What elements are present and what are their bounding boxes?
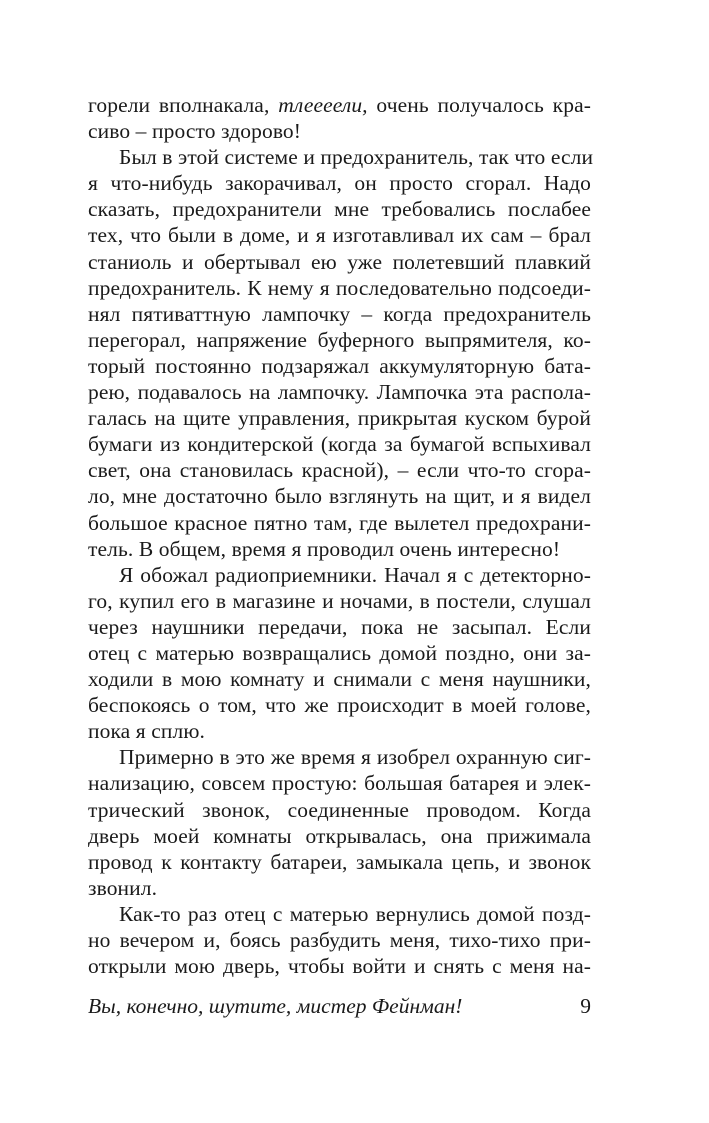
- text-line: Примерно в это же время я изобрел охранную сиг-: [119, 745, 591, 770]
- text-line: через наушники передачи, пока не засыпал. Если: [88, 614, 591, 639]
- text-line: но вечером и, боясь разбудить меня, тихо-тихо при-: [88, 928, 591, 952]
- text-run: очень получалось кра-: [367, 93, 591, 117]
- text-line: рею, подавалось на лампочку. Лампочка эта распола-: [88, 380, 591, 405]
- text-line: нализацию, совсем простую: большая батарея и элек-: [88, 771, 591, 796]
- text-line: отец с матерью возвращались домой поздно, они за-: [88, 640, 591, 665]
- text-line: Был в этой системе и предохранитель, так что если: [119, 145, 594, 170]
- text-line: сказать, предохранители мне требовались послабее: [88, 197, 591, 222]
- text-line: дверь моей комнаты открывалась, она прижимала: [88, 823, 591, 848]
- text-run: горели вполнакала,: [88, 93, 279, 117]
- text-line: открыли мою дверь, чтобы войти и снять с меня на-: [88, 954, 591, 979]
- text-line: предохранитель. К нему я последовательно подсоеди-: [88, 275, 591, 300]
- text-line: ходили в мою комнату и снимали с меня наушники,: [88, 667, 591, 692]
- text-line: большое красное пятно там, где вылетел предохрани-: [88, 510, 591, 535]
- text-line: [88, 92, 591, 118]
- text-line: трический звонок, соединенные проводом. Когда: [88, 797, 591, 822]
- text-line: сиво – просто здорово!: [88, 119, 302, 144]
- text-line: я что-нибудь закорачивал, он просто сгорал. Надо: [88, 171, 591, 196]
- text-line: звонил.: [88, 875, 158, 900]
- footer-book-title: Вы, конечно, шутите, мистер Фейнман!: [88, 994, 463, 1018]
- text-line: станиоль и обертывал ею уже полетевший плавкий: [88, 249, 591, 274]
- text-line: галась на щите управления, прикрытая куском бурой: [88, 406, 591, 431]
- text-line: ло, мне достаточно было взглянуть на щит, и я видел: [88, 484, 591, 509]
- text-line: перегорал, напряжение буферного выпрямителя, ко-: [88, 327, 591, 352]
- text-line: пока я сплю.: [88, 719, 205, 744]
- page-number: 9: [580, 994, 591, 1018]
- text-line: тех, что были в доме, и я изготавливал их сам – брал: [88, 223, 591, 248]
- text-line: го, купил его в магазине и ночами, в постели, слушал: [88, 588, 591, 613]
- emphasized-word: тлеееели,: [278, 93, 368, 117]
- text-line: тель. В общем, время я проводил очень интересно!: [88, 536, 561, 561]
- text-line: торый постоянно подзаряжал аккумуляторную бата-: [88, 353, 591, 378]
- text-line: нял пятиваттную лампочку – когда предохранитель: [88, 301, 591, 326]
- page-body: [88, 92, 594, 979]
- text-line: бумаги из кондитерской (когда за бумагой вспыхивал: [88, 432, 591, 457]
- text-line: Как-то раз отец с матерью вернулись домой позд-: [119, 901, 591, 926]
- text-line: беспокоясь о том, что же происходит в моей голове,: [88, 693, 591, 718]
- running-footer: [88, 993, 591, 1019]
- text-line: Я обожал радиоприемники. Начал я с детекторно-: [119, 562, 591, 587]
- text-line: провод к контакту батареи, замыкала цепь, и звонок: [88, 849, 591, 874]
- text-line: свет, она становилась красной), – если что-то сгора-: [88, 458, 591, 483]
